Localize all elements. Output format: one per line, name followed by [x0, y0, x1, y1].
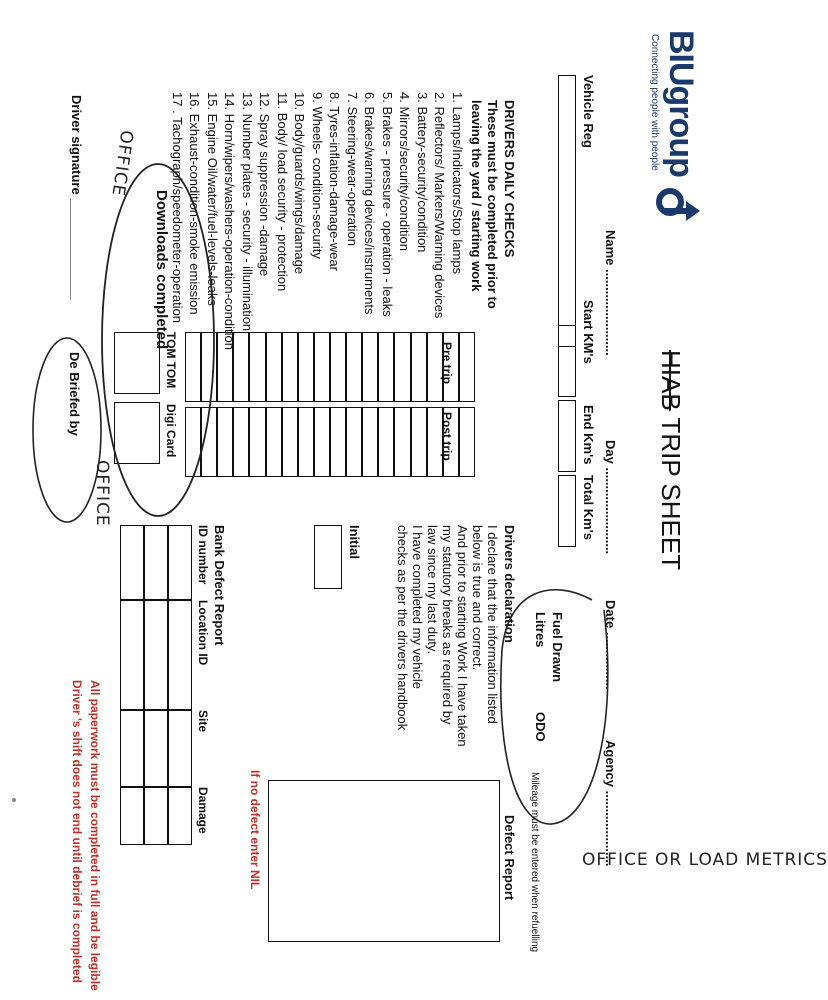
- bank-col-id: ID number: [196, 525, 210, 585]
- footer-warning-2: Driver 's shift does not end until debrief is completed: [70, 680, 84, 983]
- bank-col-site: Site: [196, 710, 210, 733]
- declaration-line: I declare that the information listed: [485, 525, 500, 724]
- post-trip-label: Post trip: [440, 412, 454, 461]
- driver-signature-label: Driver signature: [69, 95, 84, 195]
- check-item: 4. Mirrors/security/condition: [397, 92, 413, 251]
- check-item: 17 . Tachograph/speedometer-operation: [170, 92, 185, 324]
- handwritten-circle-downloads: [90, 160, 220, 520]
- check-item: 12. Spray suppression -damage: [257, 92, 273, 277]
- tick-cell[interactable]: [443, 332, 459, 402]
- downloads-label: Downloads completed: [153, 190, 170, 350]
- check-item: 8. Tyres-inflation-damage-wear: [327, 92, 343, 271]
- tomtom-label: TOM TOM: [164, 332, 178, 389]
- tick-cell[interactable]: [427, 407, 443, 477]
- check-item: 5. Brakes - pressure - operation - leaks: [380, 92, 395, 317]
- tick-cell[interactable]: [394, 332, 410, 402]
- tick-cell[interactable]: [362, 407, 378, 477]
- tick-cell[interactable]: [362, 332, 378, 402]
- handwritten-office-note: OFFICE: [582, 850, 649, 870]
- tick-cell[interactable]: [330, 407, 346, 477]
- bank-col-location: Location ID: [196, 600, 210, 666]
- bank-defect-cell[interactable]: [120, 787, 144, 845]
- handwritten-metrics-note: METRICS: [745, 850, 828, 870]
- handwritten-circle-debrief: [25, 335, 105, 525]
- handwritten-note: [582, 850, 828, 870]
- tick-cell[interactable]: [378, 332, 394, 402]
- bank-defect-cell[interactable]: [144, 600, 168, 710]
- check-item: 1. Lamps/Indicators/Stop lamps: [450, 92, 465, 275]
- date-line: ................: [603, 631, 618, 690]
- driver-signature-line: ______________: [69, 198, 84, 300]
- name-label: Name: [603, 230, 618, 266]
- initial-label: Initial: [347, 525, 362, 559]
- day-label: Day: [603, 440, 618, 464]
- end-km-label: End Km's: [581, 405, 596, 465]
- bank-defect-cell[interactable]: [144, 787, 168, 845]
- pre-trip-label: Pre trip: [440, 342, 454, 385]
- day-field[interactable]: [603, 440, 618, 554]
- tick-cell[interactable]: [314, 407, 330, 477]
- tick-cell[interactable]: [266, 407, 282, 477]
- handwritten-or-note: OR: [654, 850, 683, 870]
- declaration-line: checks as per the drivers handbook: [395, 525, 410, 731]
- bank-defect-cell[interactable]: [168, 710, 192, 787]
- checks-subtitle-1: These must be completed prior to: [485, 100, 500, 309]
- tick-cell[interactable]: [394, 407, 410, 477]
- name-field[interactable]: [603, 230, 618, 356]
- tick-cell[interactable]: [330, 332, 346, 402]
- day-line: ........................: [603, 467, 618, 555]
- tick-cell[interactable]: [282, 407, 298, 477]
- check-item: 10. Body/guards/wings/damage: [292, 92, 308, 275]
- rotated-form: [0, 20, 828, 991]
- tick-cell[interactable]: [411, 407, 427, 477]
- footer-warning-1: All paperwork must be completed in full and be legible: [88, 680, 102, 991]
- title-struck-word: HIAB: [656, 350, 686, 411]
- bank-defect-cell[interactable]: [144, 710, 168, 787]
- handwritten-circle-fuel: [492, 580, 612, 830]
- handwritten-office-2: OFFICE: [92, 460, 112, 527]
- check-item: 11. Body/ load security - protection: [275, 92, 290, 292]
- declaration-line: below is true and correct.: [470, 525, 485, 671]
- total-km-box[interactable]: [558, 475, 576, 547]
- bank-defect-cell[interactable]: [120, 710, 144, 787]
- page-title: [655, 350, 686, 570]
- check-item: 6. Brakes/warning devices/instruments: [362, 92, 378, 315]
- bank-defect-cell[interactable]: [168, 600, 192, 710]
- fuel-drawn-title: Fuel Drawn: [550, 612, 565, 683]
- title-main: TRIP SHEET: [656, 417, 686, 571]
- company-logo: [640, 30, 700, 230]
- check-item: 9. Wheels- condition-security: [310, 92, 325, 259]
- bank-defect-cell[interactable]: [168, 787, 192, 845]
- bank-defect-title: Bank Defect Report: [212, 525, 227, 646]
- tick-cell[interactable]: [249, 332, 265, 402]
- name-line: ........................: [603, 269, 618, 356]
- tick-cell[interactable]: [233, 332, 249, 402]
- checks-subtitle-2: leaving the yard / starting work: [469, 100, 484, 292]
- logo-arrow-icon: [656, 180, 700, 226]
- tick-cell[interactable]: [378, 407, 394, 477]
- check-item: 15. Engine Oil/water/fuel-levels-leaks: [205, 92, 220, 306]
- tick-cell[interactable]: [346, 332, 362, 402]
- check-item: 7. Steering-wear-operation: [345, 92, 360, 246]
- check-item: 13. Number plates - security - illumination: [240, 92, 255, 332]
- bank-defect-cell[interactable]: [120, 525, 144, 600]
- logo-wordmark: BIUgroup: [662, 30, 700, 177]
- initial-box[interactable]: [314, 525, 342, 589]
- start-km-label: Start KM's: [581, 300, 596, 364]
- tick-cell[interactable]: [249, 407, 265, 477]
- vehicle-reg-box[interactable]: [558, 75, 576, 347]
- end-km-box[interactable]: [558, 400, 576, 472]
- tick-cell[interactable]: [427, 332, 443, 402]
- defect-report-title: Defect Report: [502, 815, 517, 901]
- checks-tick-grid[interactable]: [185, 332, 475, 482]
- tick-cell[interactable]: [233, 407, 249, 477]
- handwritten-office-1: OFFICE: [107, 128, 137, 198]
- defect-nil-note: If no defect enter NIL: [248, 770, 262, 890]
- tick-cell[interactable]: [443, 407, 459, 477]
- bank-defect-cell[interactable]: [144, 525, 168, 600]
- digi-card-label: Digi Card: [164, 404, 178, 458]
- bank-col-damage: Damage: [196, 787, 210, 834]
- check-item: 2. Reflectors/ Markers/Warning devices: [432, 92, 448, 319]
- declaration-text: [395, 525, 500, 765]
- total-km-label: Total Km's: [581, 475, 596, 540]
- check-item: 3. Battery-security/condition: [415, 92, 430, 253]
- bank-defect-cell[interactable]: [120, 600, 144, 710]
- check-item: 16. Exhaust-condition-smoke emission: [187, 92, 203, 315]
- tick-cell[interactable]: [266, 332, 282, 402]
- handwritten-load-note: LOAD: [688, 850, 740, 870]
- logo-tagline: Connecting people with people: [649, 34, 660, 171]
- declaration-title: Drivers declaration: [502, 525, 517, 643]
- bank-defect-cell[interactable]: [168, 525, 192, 600]
- driver-signature-field[interactable]: [69, 95, 84, 300]
- date-label: Date: [603, 600, 618, 629]
- tick-cell[interactable]: [282, 332, 298, 402]
- declaration-line: law since my last duty.: [425, 525, 440, 655]
- litres-label: Litres: [533, 612, 548, 648]
- agency-line: .....................: [603, 790, 618, 867]
- defect-report-box[interactable]: [268, 780, 500, 942]
- odo-label: ODO: [533, 712, 548, 742]
- check-item: 14. Horn/wipers/washers-operation-condition: [222, 92, 238, 350]
- checks-title: DRIVERS DAILY CHECKS: [502, 100, 517, 258]
- declaration-line: my statutory breaks as required by: [440, 525, 455, 725]
- start-km-box[interactable]: [558, 325, 576, 397]
- tick-cell[interactable]: [298, 407, 314, 477]
- declaration-line: And prior to starting Work I have taken: [455, 525, 470, 747]
- tick-cell[interactable]: [314, 332, 330, 402]
- tick-header-cell: [459, 407, 475, 477]
- tick-cell[interactable]: [346, 407, 362, 477]
- debrief-label: De Briefed by: [67, 352, 82, 436]
- fuel-mileage-note: Mileage must be entered when refuelling: [529, 772, 540, 953]
- agency-label: Agency: [603, 740, 618, 787]
- tick-header-cell: [459, 332, 475, 402]
- bank-defect-grid[interactable]: [120, 525, 192, 845]
- tick-cell[interactable]: [411, 332, 427, 402]
- vehicle-reg-label: Vehicle Reg: [581, 75, 596, 148]
- declaration-line: I have completed my vehicle: [410, 525, 425, 690]
- tick-cell[interactable]: [298, 332, 314, 402]
